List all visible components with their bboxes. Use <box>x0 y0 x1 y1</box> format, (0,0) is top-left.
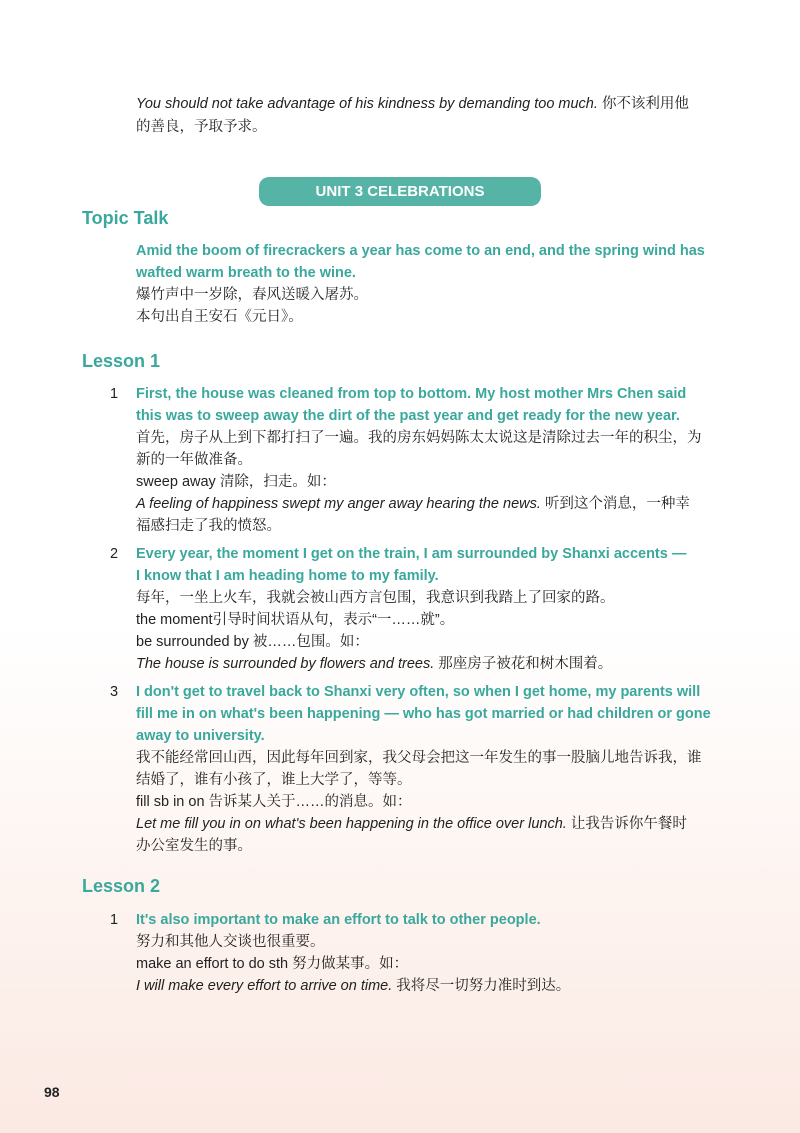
item-translation-line: 新的一年做准备。 <box>136 452 252 468</box>
topic-chinese-2: 本句出自王安石《元日》。 <box>136 309 303 325</box>
item-note: make an effort to do sth 努力做某事。如： <box>136 956 409 972</box>
item-example-line <box>136 494 690 515</box>
item-note: the moment引导时间状语从句，表示“一……就”。 <box>136 612 455 628</box>
item-number: 2 <box>110 546 119 562</box>
example-chinese: 我将尽一切努力准时到达。 <box>396 978 571 994</box>
item-example-line <box>136 814 687 835</box>
item-sentence-line: away to university. <box>136 728 265 744</box>
item-sentence-line: Every year, the moment I get on the train, I am surrounded by Shanxi accents — <box>136 546 687 562</box>
item-note: sweep away 清除，扫走。如： <box>136 474 336 490</box>
item-translation-line: 每年，一坐上火车，我就会被山西方言包围，我意识到我踏上了回家的路。 <box>136 590 615 606</box>
item-example-line: 办公室发生的事。 <box>136 838 252 854</box>
item-sentence-line: this was to sweep away the dirt of the past year and get ready for the new year. <box>136 408 680 424</box>
example-english: I will make every effort to arrive on time. <box>136 978 393 994</box>
lesson-2-heading: Lesson 2 <box>82 876 161 896</box>
topic-chinese-1: 爆竹声中一岁除，春风送暖入屠苏。 <box>136 287 368 303</box>
item-sentence-line: I know that I am heading home to my family. <box>136 568 439 584</box>
item-note: be surrounded by 被……包围。如： <box>136 634 369 650</box>
intro-chinese-1: 你不该利用他 <box>601 96 689 112</box>
intro-chinese-2: 的善良，予取予求。 <box>136 119 267 135</box>
item-example-line <box>136 976 570 997</box>
item-translation-line: 努力和其他人交谈也很重要。 <box>136 934 325 950</box>
item-sentence-line: I don't get to travel back to Shanxi very often, so when I get home, my parents will <box>136 684 701 700</box>
item-number: 1 <box>110 386 119 402</box>
item-number: 3 <box>110 684 119 700</box>
item-example-line <box>136 654 612 675</box>
example-chinese: 让我告诉你午餐时 <box>570 816 687 832</box>
item-sentence-line: It's also important to make an effort to talk to other people. <box>136 912 541 928</box>
topic-talk-heading: Topic Talk <box>82 208 169 228</box>
example-english: The house is surrounded by flowers and trees. <box>136 656 435 672</box>
topic-quote-line-2: wafted warm breath to the wine. <box>136 265 356 281</box>
item-translation-line: 结婚了，谁有小孩了，谁上大学了，等等。 <box>136 772 412 788</box>
topic-quote-line-1: Amid the boom of firecrackers a year has come to an end, and the spring wind has <box>136 243 705 259</box>
intro-english: You should not take advantage of his kindness by demanding too much. <box>136 96 598 112</box>
item-translation-line: 我不能经常回山西，因此每年回到家，我父母会把这一年发生的事一股脑儿地告诉我，谁 <box>136 750 702 766</box>
intro-line-1 <box>136 94 689 115</box>
item-note: fill sb in on 告诉某人关于……的消息。如： <box>136 794 412 810</box>
item-sentence-line: fill me in on what's been happening — who has got married or had children or gone <box>136 706 711 722</box>
page-number: 98 <box>44 1084 60 1100</box>
example-english: A feeling of happiness swept my anger away hearing the news. <box>136 496 541 512</box>
unit-title-banner: UNIT 3 CELEBRATIONS <box>259 177 541 206</box>
lesson-1-heading: Lesson 1 <box>82 351 161 371</box>
example-chinese: 听到这个消息，一种幸 <box>544 496 690 512</box>
item-number: 1 <box>110 912 119 928</box>
item-sentence-line: First, the house was cleaned from top to bottom. My host mother Mrs Chen said <box>136 386 687 402</box>
item-example-line: 福感扫走了我的愤怒。 <box>136 518 281 534</box>
item-translation-line: 首先，房子从上到下都打扫了一遍。我的房东妈妈陈太太说这是清除过去一年的积尘，为 <box>136 430 702 446</box>
example-english: Let me fill you in on what's been happening in the office over lunch. <box>136 816 567 832</box>
example-chinese: 那座房子被花和树木围着。 <box>438 656 613 672</box>
